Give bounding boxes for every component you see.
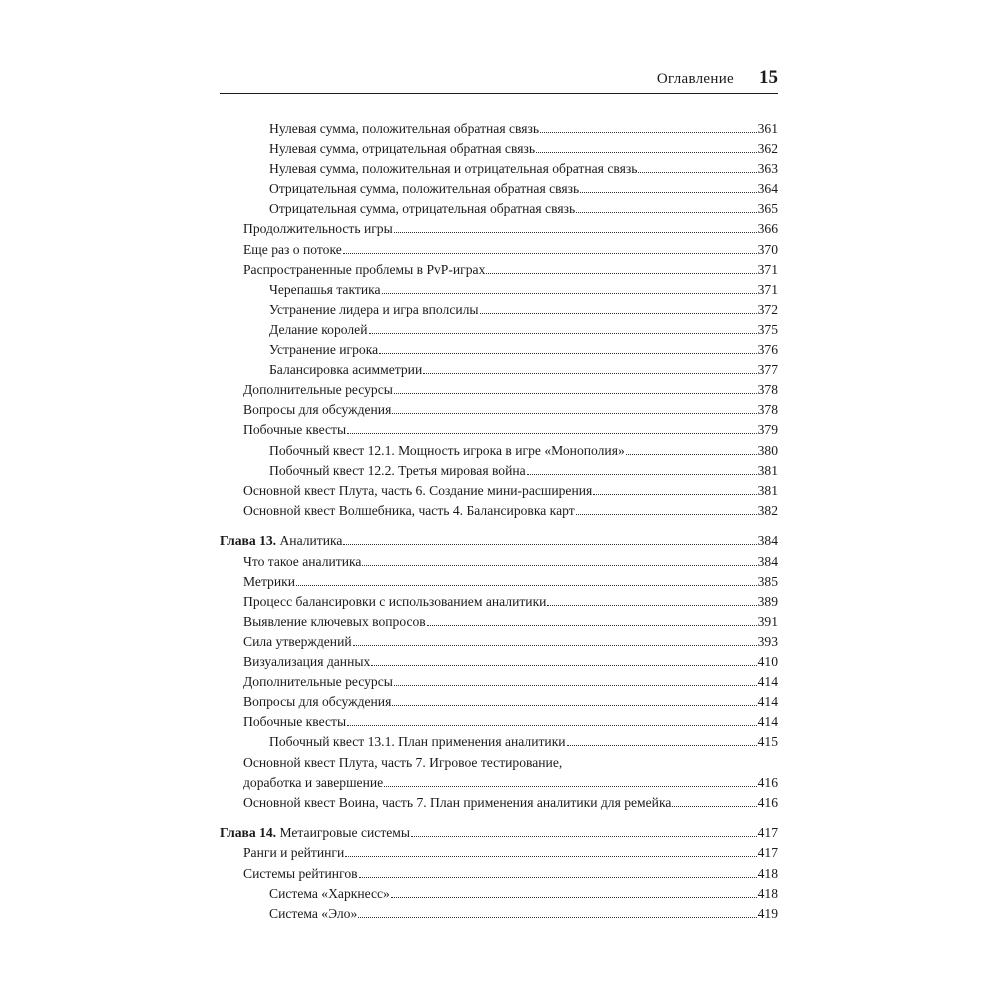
toc-chapter-entry[interactable] (220, 531, 778, 551)
toc-entry-page: 416 (757, 794, 778, 810)
toc-entry-title: Побочный квест 12.2. Третья мировая война (269, 462, 526, 478)
toc-entry[interactable] (220, 320, 778, 340)
toc-entry-title: Устранение игрока (269, 342, 379, 358)
toc-entry-page: 414 (757, 674, 778, 690)
toc-entry-row (243, 632, 778, 652)
dot-leader (371, 665, 756, 666)
toc-entry-title: Что такое аналитика (243, 553, 362, 569)
chapter-label: Глава 13. (220, 533, 277, 549)
toc-entry-title: Выявление ключевых вопросов (243, 613, 426, 629)
dot-leader (536, 152, 757, 153)
toc-entry-page: 380 (757, 442, 778, 458)
toc-entry-page: 417 (757, 845, 778, 861)
toc-entry-row (243, 712, 778, 732)
toc-entry-page: 372 (757, 301, 778, 317)
toc-entry-page: 375 (757, 321, 778, 337)
toc-entry-title: Отрицательная сумма, положительная обратная связь (269, 181, 580, 197)
toc-entry-title: Метрики (243, 573, 295, 589)
toc-entry-row (269, 340, 778, 360)
toc-entry-row (269, 119, 778, 139)
toc-entry[interactable] (220, 753, 778, 793)
toc-entry[interactable] (220, 159, 778, 179)
toc-entry[interactable] (220, 692, 778, 712)
toc-entry[interactable] (220, 199, 778, 219)
running-header-section-title: Оглавление (656, 71, 734, 87)
dot-leader (382, 293, 757, 294)
dot-leader (347, 433, 757, 434)
toc-entry[interactable] (220, 732, 778, 752)
toc-entry-title: Сила утверждений (243, 633, 352, 649)
toc-entry-row (243, 843, 778, 863)
toc-entry-row (269, 179, 778, 199)
toc-entry-page: 415 (757, 734, 778, 750)
toc-entry[interactable] (220, 300, 778, 320)
dot-leader (345, 856, 756, 857)
toc-entry-title: Устранение лидера и игра вполсилы (269, 301, 479, 317)
dot-leader (576, 212, 756, 213)
dot-leader (427, 625, 757, 626)
toc-entry-page: 419 (757, 905, 778, 921)
dot-leader (547, 605, 756, 606)
toc-entry[interactable] (220, 884, 778, 904)
toc-entry-title: Распространенные проблемы в PvP-играх (243, 261, 486, 277)
toc-entry-row (220, 531, 778, 551)
toc-entry[interactable] (220, 360, 778, 380)
toc-entry-row (243, 260, 778, 280)
toc-entry-title: Черепашья тактика (269, 281, 381, 297)
toc-entry[interactable] (220, 240, 778, 260)
toc-entry-page: 393 (757, 633, 778, 649)
toc-entry[interactable] (220, 552, 778, 572)
toc-entry-row (243, 652, 778, 672)
toc-entry-title: Основной квест Воина, часть 7. План применения аналитики для ремейка (243, 794, 672, 810)
toc-entry-title: Визуализация данных (243, 654, 371, 670)
toc-entry-row (220, 823, 778, 843)
toc-entry[interactable] (220, 260, 778, 280)
dot-leader (580, 192, 756, 193)
dot-leader (362, 565, 756, 566)
toc-entry[interactable] (220, 612, 778, 632)
dot-leader (638, 172, 756, 173)
toc-entry-title: Нулевая сумма, положительная и отрицательная обратная связь (269, 161, 638, 177)
toc-entry-title: Еще раз о потоке (243, 241, 342, 257)
toc-entry-title: Делание королей (269, 321, 368, 337)
toc-entry-page: 389 (757, 593, 778, 609)
toc-entry-title: Дополнительные ресурсы (243, 674, 393, 690)
toc-entry-title: Дополнительные ресурсы (243, 382, 393, 398)
dot-leader (391, 897, 757, 898)
toc-entry-page: 414 (757, 694, 778, 710)
toc-entry[interactable] (220, 119, 778, 139)
toc-entry-page: 417 (757, 825, 778, 841)
toc-entry[interactable] (220, 592, 778, 612)
dot-leader (394, 393, 757, 394)
toc-chapter-entry[interactable] (220, 823, 778, 843)
toc-entry[interactable] (220, 441, 778, 461)
toc-entry-row (243, 481, 778, 501)
toc-entry-row (269, 904, 778, 924)
toc-entry-page: 361 (757, 121, 778, 136)
dot-leader (540, 132, 757, 133)
dot-leader (626, 454, 757, 455)
toc-entry-title: Побочные квесты (243, 422, 347, 438)
dot-leader (394, 685, 757, 686)
dot-leader (394, 232, 757, 233)
toc-entry-row (269, 360, 778, 380)
toc-entry-page: 376 (757, 342, 778, 358)
toc-entry-title: Системы рейтингов (243, 865, 358, 881)
toc-entry-page: 363 (757, 161, 778, 177)
dot-leader (343, 253, 757, 254)
toc-entry-row (269, 199, 778, 219)
toc-entry-title (220, 531, 342, 551)
toc-entry-page: 381 (757, 482, 778, 498)
toc-entry-page: 384 (757, 533, 778, 549)
toc-entry[interactable] (220, 380, 778, 400)
toc-entry-page: 391 (757, 613, 778, 629)
toc-entry-page: 364 (757, 181, 778, 197)
toc-entry[interactable] (220, 280, 778, 300)
toc-entry-page: 385 (757, 573, 778, 589)
dot-leader (567, 745, 757, 746)
toc-entry-page: 414 (757, 714, 778, 730)
toc-entry-page: 381 (757, 462, 778, 478)
chapter-title: Аналитика (279, 533, 343, 549)
toc-entry-row (243, 773, 778, 793)
toc-entry-title: Основной квест Плута, часть 7. Игровое тестирование, (243, 754, 563, 770)
dot-leader (347, 725, 757, 726)
toc-entry-page: 371 (757, 261, 778, 277)
toc-entry[interactable] (220, 652, 778, 672)
toc-entry[interactable] (220, 712, 778, 732)
toc-entry[interactable] (220, 632, 778, 652)
dot-leader (672, 806, 756, 807)
toc-entry-title: Нулевая сумма, положительная обратная связь (269, 121, 540, 136)
toc-entry-title (220, 823, 410, 843)
toc-entry-page: 416 (757, 774, 778, 790)
chapter-title: Метаигровые системы (279, 825, 411, 841)
toc-entry-title: Основной квест Волшебника, часть 4. Балансировка карт (243, 502, 575, 518)
toc-entry-title: Ранги и рейтинги (243, 845, 345, 861)
toc-entry-row (269, 441, 778, 461)
dot-leader (379, 353, 756, 354)
dot-leader (411, 836, 757, 837)
toc-entry[interactable] (220, 481, 778, 501)
toc-entry-title: Процесс балансировки с использованием аналитики (243, 593, 547, 609)
toc-entry-title: Вопросы для обсуждения (243, 402, 392, 418)
toc-entry-row (243, 219, 778, 239)
toc-entry-row (243, 240, 778, 260)
dot-leader (359, 877, 757, 878)
toc-entry-row (269, 300, 778, 320)
dot-leader (358, 917, 756, 918)
toc-entry-row (243, 592, 778, 612)
toc-entry-page: 410 (757, 654, 778, 670)
toc-entry-page: 379 (757, 422, 778, 438)
toc-entry-page: 371 (757, 281, 778, 297)
toc-entry-title: Продолжительность игры (243, 221, 393, 237)
block-separator (220, 813, 778, 824)
dot-leader (369, 333, 757, 334)
dot-leader (392, 705, 756, 706)
toc-entry-row (269, 884, 778, 904)
toc-entry-page: 362 (757, 141, 778, 157)
toc-entry-page: 384 (757, 553, 778, 569)
toc-entry-page: 366 (757, 221, 778, 237)
running-header (220, 63, 778, 94)
table-of-contents (220, 119, 778, 924)
toc-entry-page: 377 (757, 362, 778, 378)
toc-entry[interactable] (220, 400, 778, 420)
dot-leader (480, 313, 757, 314)
dot-leader (527, 474, 757, 475)
toc-entry-page: 378 (757, 382, 778, 398)
page-number: 15 (759, 67, 778, 88)
chapter-label: Глава 14. (220, 825, 277, 841)
toc-entry-row (243, 672, 778, 692)
toc-entry[interactable] (220, 420, 778, 440)
toc-entry-row (243, 501, 778, 521)
toc-entry-title: Побочные квесты (243, 714, 347, 730)
dot-leader (384, 786, 756, 787)
toc-entry[interactable] (220, 340, 778, 360)
toc-entry[interactable] (220, 139, 778, 159)
toc-entry-title: Балансировка асимметрии (269, 362, 423, 378)
toc-entry-title: доработка и завершение (243, 774, 384, 790)
toc-entry-page: 370 (757, 241, 778, 257)
toc-entry[interactable] (220, 179, 778, 199)
toc-entry-page: 365 (757, 201, 778, 217)
toc-entry[interactable] (220, 864, 778, 884)
toc-entry[interactable] (220, 219, 778, 239)
toc-entry-row (243, 552, 778, 572)
dot-leader (392, 413, 756, 414)
toc-entry[interactable] (220, 572, 778, 592)
toc-entry-row (269, 159, 778, 179)
toc-entry-row (243, 793, 778, 813)
toc-entry-title: Основной квест Плута, часть 6. Создание мини-расширения (243, 482, 593, 498)
toc-entry[interactable] (220, 793, 778, 813)
toc-entry-row (269, 139, 778, 159)
toc-entry-title: Система «Харкнесс» (269, 885, 390, 901)
toc-entry-title: Вопросы для обсуждения (243, 694, 392, 710)
toc-entry-title: Система «Эло» (269, 905, 358, 921)
toc-entry[interactable] (220, 501, 778, 521)
block-separator (220, 521, 778, 532)
dot-leader (353, 645, 757, 646)
toc-entry[interactable] (220, 461, 778, 481)
toc-entry-row (243, 380, 778, 400)
dot-leader (343, 544, 756, 545)
toc-entry-title: Отрицательная сумма, отрицательная обратная связь (269, 201, 576, 217)
dot-leader (296, 585, 757, 586)
toc-entry-page: 418 (757, 865, 778, 881)
dot-leader (423, 373, 756, 374)
toc-entry-title: Побочный квест 12.1. Мощность игрока в игре «Монополия» (269, 442, 625, 458)
toc-entry-row (243, 400, 778, 420)
toc-entry[interactable] (220, 672, 778, 692)
toc-entry-row (243, 864, 778, 884)
toc-entry[interactable] (220, 843, 778, 863)
toc-entry-title: Нулевая сумма, отрицательная обратная связь (269, 141, 536, 157)
toc-entry[interactable] (220, 904, 778, 924)
dot-leader (576, 514, 757, 515)
dot-leader (593, 494, 756, 495)
toc-entry-row (243, 612, 778, 632)
toc-entry-row (243, 420, 778, 440)
toc-entry-row (269, 280, 778, 300)
toc-entry-row (243, 572, 778, 592)
toc-entry-row (269, 461, 778, 481)
toc-entry-row (269, 320, 778, 340)
toc-entry-page: 378 (757, 402, 778, 418)
dot-leader (486, 273, 756, 274)
toc-entry-page: 418 (757, 885, 778, 901)
toc-entry-page: 382 (757, 502, 778, 518)
toc-entry-row (269, 732, 778, 752)
toc-entry-row (243, 692, 778, 712)
toc-entry-title: Побочный квест 13.1. План применения аналитики (269, 734, 566, 750)
